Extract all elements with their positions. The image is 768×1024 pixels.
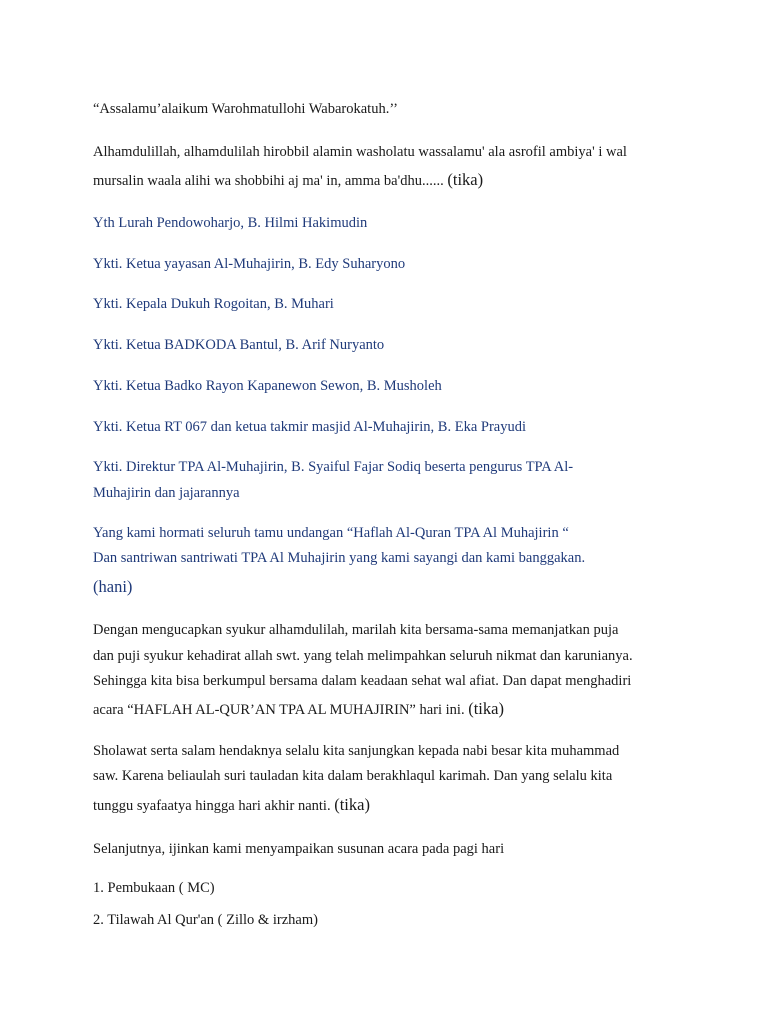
hamdalah-line-1: Alhamdulillah, alhamdulilah hirobbil alamin washolatu wassalamu' ala asrofil ambiya' i wal (93, 144, 627, 160)
honorific-direktur-line-1: Ykti. Direktur TPA Al-Muhajirin, B. Syaiful Fajar Sodiq beserta pengurus TPA Al- (93, 459, 574, 475)
tamu-undangan-line-1: Yang kami hormati seluruh tamu undangan “Haflah Al-Quran TPA Al Muhajirin “ (93, 525, 569, 541)
syukur-line-4 (93, 696, 504, 723)
honorific-ketua-badko-rayon: Ykti. Ketua Badko Rayon Kapanewon Sewon, B. Musholeh (93, 378, 442, 394)
speaker-tag-tika: (tika) (447, 170, 484, 189)
hamdalah-line-2-text: mursalin waala alihi wa shobbihi aj ma' in, amma ba'dhu...... (93, 173, 444, 189)
honorific-lurah: Yth Lurah Pendowoharjo, B. Hilmi Hakimudin (93, 215, 368, 231)
agenda-item-tilawah: 2. Tilawah Al Qur'an ( Zillo & irzham) (93, 912, 318, 928)
speaker-tag-hani: (hani) (93, 577, 133, 596)
honorific-ketua-badkoda: Ykti. Ketua BADKODA Bantul, B. Arif Nuryanto (93, 337, 385, 353)
honorific-ketua-yayasan: Ykti. Ketua yayasan Al-Muhajirin, B. Edy Suharyono (93, 256, 406, 272)
hamdalah-line-2 (93, 167, 483, 194)
syukur-line-3: Sehingga kita bisa berkumpul bersama dalam keadaan sehat wal afiat. Dan dapat menghadiri (93, 673, 632, 689)
honorific-direktur-line-2: Muhajirin dan jajarannya (93, 485, 240, 501)
salam-greeting: “Assalamu’alaikum Warohmatullohi Wabarokatuh.’’ (93, 101, 398, 117)
speaker-tag-tika: (tika) (468, 699, 504, 718)
sholawat-line-3-text: tunggu syafaatya hingga hari akhir nanti. (93, 798, 331, 814)
honorific-kepala-dukuh: Ykti. Kepala Dukuh Rogoitan, B. Muhari (93, 296, 334, 312)
syukur-line-4-text: acara “HAFLAH AL-QUR’AN TPA AL MUHAJIRIN” hari ini. (93, 702, 465, 718)
honorific-ketua-rt: Ykti. Ketua RT 067 dan ketua takmir masjid Al-Muhajirin, B. Eka Prayudi (93, 419, 526, 435)
syukur-line-2: dan puji syukur kehadirat allah swt. yang telah melimpahkan seluruh nikmat dan karunianya. (93, 648, 633, 664)
sholawat-line-1: Sholawat serta salam hendaknya selalu kita sanjungkan kepada nabi besar kita muhammad (93, 743, 620, 759)
syukur-line-1: Dengan mengucapkan syukur alhamdulilah, marilah kita bersama-sama memanjatkan puja (93, 622, 619, 638)
tamu-undangan-line-2: Dan santriwan santriwati TPA Al Muhajirin yang kami sayangi dan kami banggakan. (93, 550, 586, 566)
sholawat-line-2: saw. Karena beliaulah suri tauladan kita dalam berakhlaqul karimah. Dan yang selalu kita (93, 768, 613, 784)
agenda-item-pembukaan: 1. Pembukaan ( MC) (93, 880, 215, 896)
susunan-acara-intro: Selanjutnya, ijinkan kami menyampaikan susunan acara pada pagi hari (93, 841, 505, 857)
sholawat-line-3 (93, 792, 370, 819)
speaker-tag-tika: (tika) (334, 795, 370, 814)
